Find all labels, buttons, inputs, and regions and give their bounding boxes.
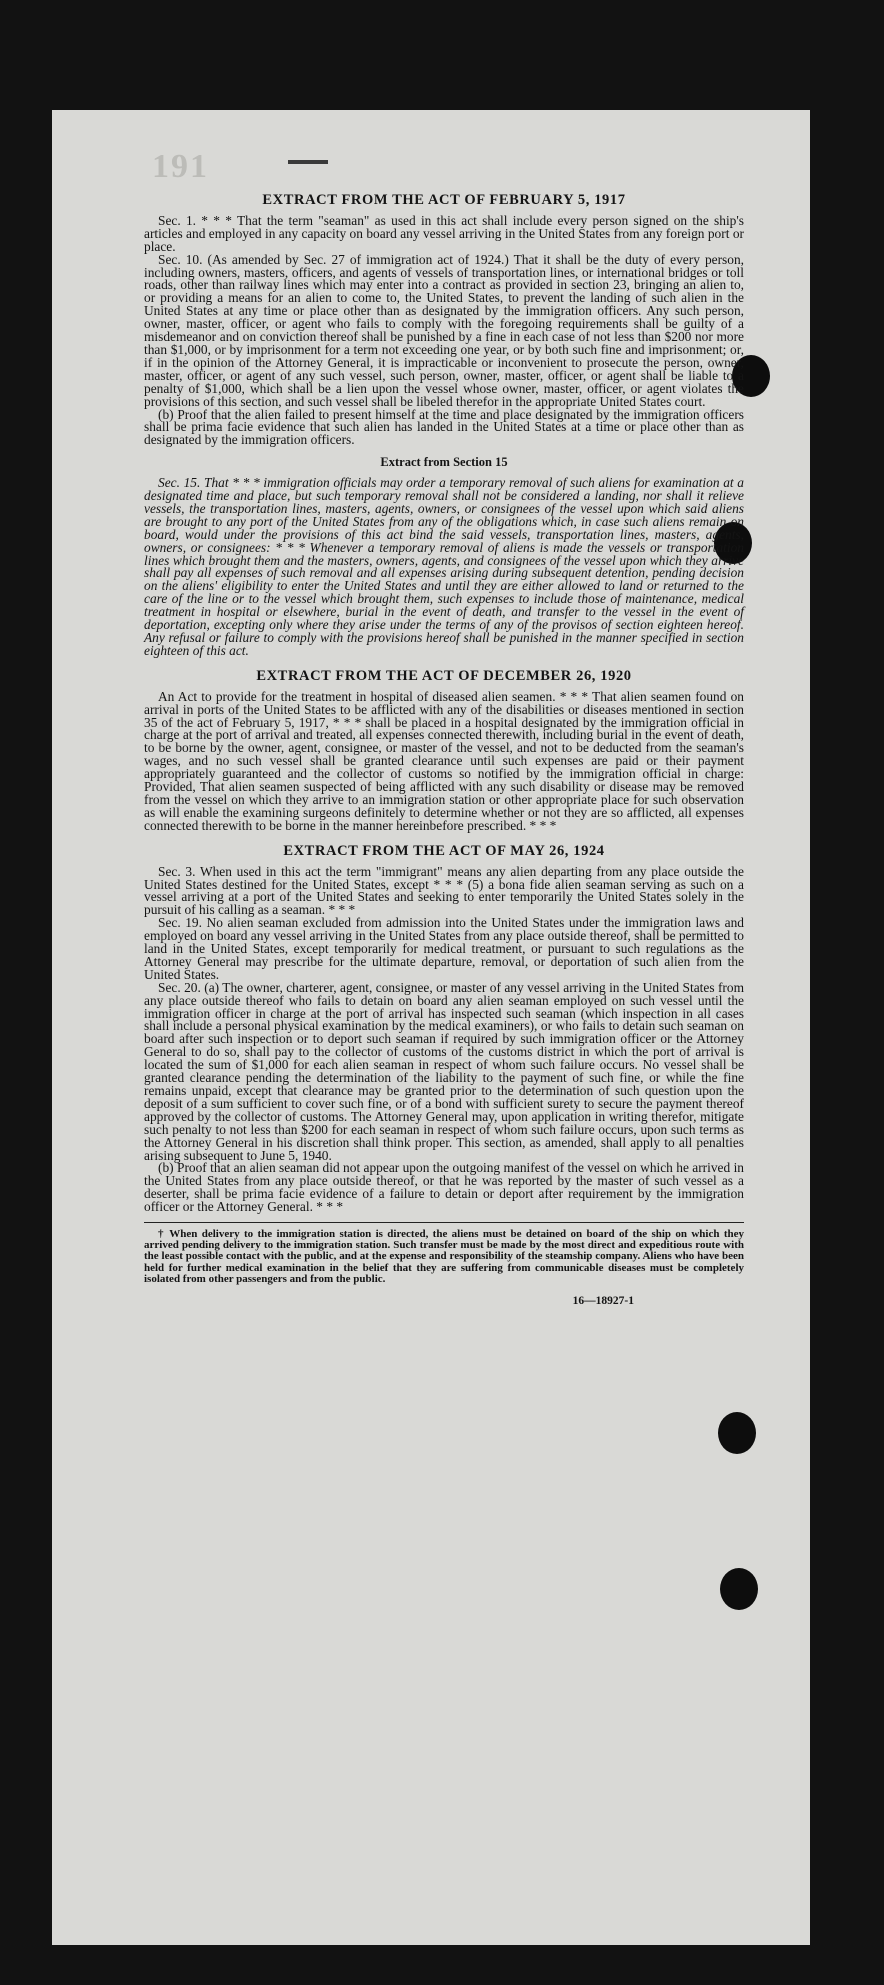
paragraph-sec-20-a: Sec. 20. (a) The owner, charterer, agent, consignee, or master of any vessel arriving in the United States from any place outside thereof who fails to detain on board any alien seaman employed on such vessel until the immigration officer in charge at the port of arrival has inspected such seaman (which inspection in all cases shall include a personal physical examination by the medical examiners), or who fails to detain such seaman on board after such inspection or to deport such seaman if required by such immigration officer or the Attorney General to do so, shall pay to the collector of customs of the customs district in which the port of arrival is located the sum of $1,000 for each alien seaman in respect of whom such failure occurs. No vessel shall be granted clearance pending the determination of the liability to the payment of such fine, or while the fine remains unpaid, except that clearance may be granted prior to the determination of such question upon the deposit of a sum sufficient to cover such fine, or of a bond with sufficient surety to secure the payment thereof approved by the collector of customs. The Attorney General may, upon application in writing therefor, mitigate such penalty to not less than $200 for each seaman in respect of whom such failure occurs, upon such terms as the Attorney General in his discretion shall think proper. This section, as amended, shall apply to all penalties arising subsequent to June 5, 1940.	[144, 979, 744, 1163]
paragraph-sec-19: Sec. 19. No alien seaman excluded from admission into the United States under the immigration laws and employed on board any vessel arriving in the United States from any place outside thereof, shall be permitted to land in the United States, except temporarily for medical treatment, or pursuant to such regulations as the Attorney General may prescribe for the ultimate departure, removal, or deportation of such alien from the United States.	[144, 915, 744, 982]
paragraph-sec-10-b: (b) Proof that the alien failed to present himself at the time and place designated by the immigration officers shall be prima facie evidence that such alien has landed in the United States at a time or place other than as designated by the immigration officers.	[144, 406, 744, 448]
section-heading-1920: EXTRACT FROM THE ACT OF DECEMBER 26, 1920	[256, 667, 632, 684]
paragraph-1920-act: An Act to provide for the treatment in hospital of diseased alien seamen. * * * That alien seamen found on arrival in ports of the United States to be afflicted with any of the disabilities or diseases mentioned in section 35 of the act of February 5, 1917, * * * shall be placed in a hospital designated by the immigration official in charge at the port of arrival and treated, all expenses connected therewith, including burial in the event of death, to be borne by the owner, agent, consignee, or master of the vessel, and not to be deducted from the seaman's wages, and no such vessel shall be granted clearance until such expenses are paid or their payment appropriately guaranteed and the collector of customs so notified by the immigration official in charge: Provided, That alien seamen suspected of being afflicted with any such disability or disease may be removed from the vessel on which they arrive to an immigration station or other appropriate place for such observation as will enable the examining surgeons definitely to determine whether or not they are so afflicted, all expenses connected therewith to be borne in the manner hereinbefore prescribed. * * *	[144, 688, 744, 833]
document-page	[52, 110, 810, 1945]
punch-hole	[720, 1568, 758, 1610]
form-number: 16—18927-1	[572, 1295, 634, 1308]
faded-stamp-mark: 191	[152, 148, 209, 185]
pen-mark	[288, 160, 328, 164]
paragraph-sec-20-b: (b) Proof that an alien seaman did not appear upon the outgoing manifest of the vessel on which he arrived in the United States from any place outside thereof, or that he was reported by the master of such vessel as a deserter, shall be prima facie evidence of a failure to detain or deport after requirement by the immigration officer or the Attorney General. * * *	[144, 1160, 744, 1215]
document-body	[144, 194, 744, 1308]
paragraph-sec-3: Sec. 3. When used in this act the term "immigrant" means any alien departing from any place outside the United States destined for the United States, except * * * (5) a bona fide alien seaman serving as such on a vessel arriving at a port of the United States and seeking to enter temporarily the United States solely in the pursuit of his calling as a seaman. * * *	[144, 863, 744, 918]
punch-hole	[718, 1412, 756, 1454]
divider	[144, 1222, 744, 1223]
footnote: † When delivery to the immigration station is directed, the aliens must be detained on board of the ship on which they arrived pending delivery to the immigration station. Such transfer must be made by the most direct and expeditious route with the least possible contact with the public, and at the expense and responsibility of the steamship company. Aliens who have been held for further medical examination in the belief that they are suffering from communicable diseases must be completely isolated from other passengers and from the public.	[144, 1228, 744, 1285]
paragraph-sec-10: Sec. 10. (As amended by Sec. 27 of immigration act of 1924.) That it shall be the duty of every person, including owners, masters, officers, and agents of vessels of transportation lines, or international bridges or toll roads, other than railway lines which may enter into a contract as provided in section 23, bringing an alien to, or providing a means for an alien to come to, the United States, to prevent the landing of such alien in the United States at any time or place other than as designated by the immigration officers. Any such person, owner, master, officer, or agent who fails to comply with the foregoing requirements shall be guilty of a misdemeanor and on conviction thereof shall be punished by a fine in each case of not less than $200 nor more than $1,000, or by imprisonment for a term not exceeding one year, or by both such fine and imprisonment; or, if in the opinion of the Attorney General, it is impracticable or inconvenient to prosecute the person, owner, master, officer, or agent of any such vessel, such person, owner, master, officer, or agent shall be liable to a penalty of $1,000, which shall be a lien upon the vessel whose owner, master, officer, or agent violates the provisions of this section, and such vessel shall be libeled therefor in the appropriate United States court.	[144, 251, 744, 409]
section-heading-1924: EXTRACT FROM THE ACT OF MAY 26, 1924	[283, 842, 605, 859]
paragraph-sec-1: Sec. 1. * * * That the term "seaman" as used in this act shall include every person signed on the ship's articles and employed in any capacity on board any vessel arriving in the United States from any foreign port or place.	[144, 212, 744, 254]
paragraph-sec-15: Sec. 15. That * * * immigration officials may order a temporary removal of such aliens for examination at a designated time and place, but such temporary removal shall not be considered a landing, nor shall it relieve vessels, the transportation lines, masters, agents, owners, or consignees of the vessel upon which said aliens are brought to any port of the United States from any of the obligations which, in case such aliens remain on board, would under the provisions of this act bind the said vessels, transportation lines, masters, agents, owners, or consignees: * * * Whenever a temporary removal of aliens is made the vessels or transportation lines which brought them and the masters, owners, agents, and consignees of the vessel upon which they arrive shall pay all expenses of such removal and all expenses arising during subsequent detention, pending decision on the aliens' eligibility to enter the United States and until they are either allowed to land or returned to the care of the line or to the vessel which brought them, such expenses to include those of maintenance, medical treatment in hospital or elsewhere, burial in the event of death, and transfer to the vessel in the event of deportation, excepting only where they arise under the terms of any of the provisos of section eighteen hereof. Any refusal or failure to comply with the provisions hereof shall be punished in the manner specified in section eighteen of this act.	[144, 475, 744, 658]
subheading-section-15: Extract from Section 15	[380, 455, 508, 470]
section-heading-1917: EXTRACT FROM THE ACT OF FEBRUARY 5, 1917	[262, 192, 626, 208]
